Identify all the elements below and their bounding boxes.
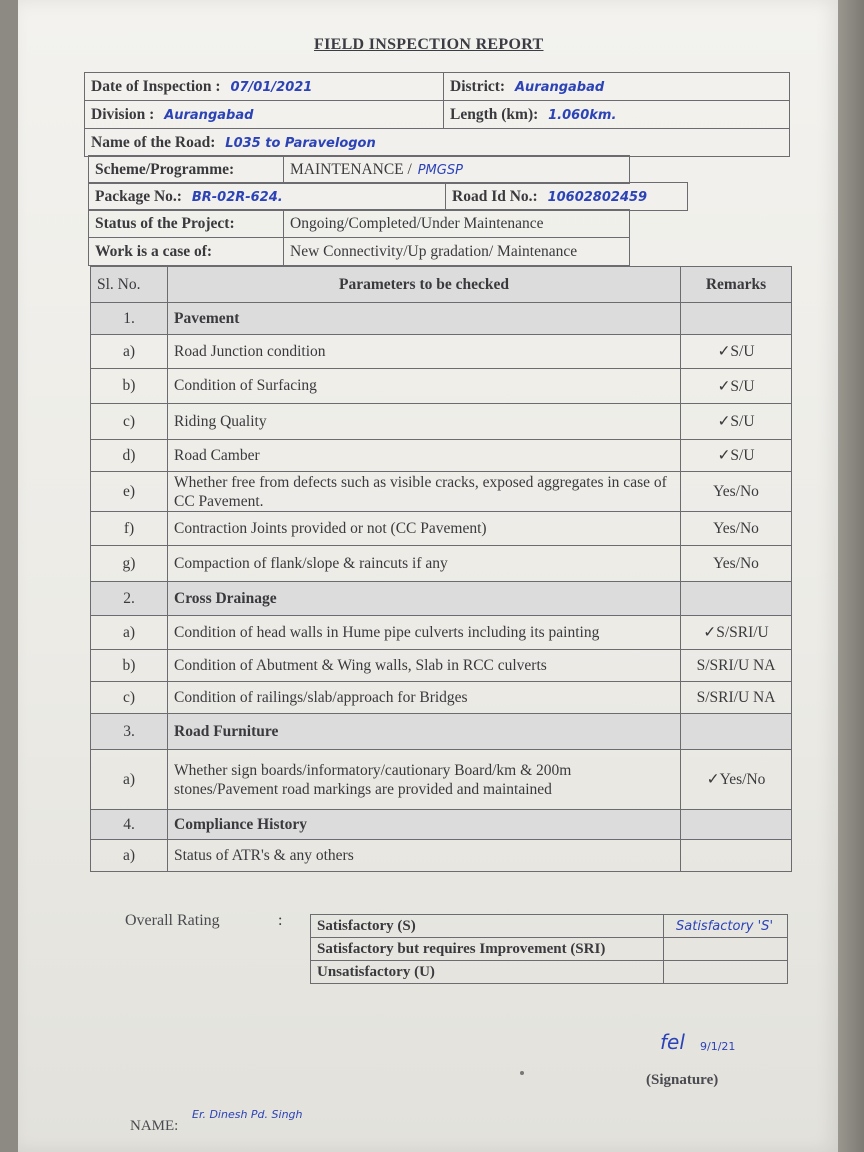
table-row [91, 335, 792, 369]
row-sl: 2. [91, 582, 168, 616]
road-name-value: L035 to Paravelogon [225, 135, 376, 151]
table-row [91, 404, 792, 440]
table-row [91, 682, 792, 714]
length-cell [444, 101, 790, 129]
row-remark [681, 810, 792, 840]
col-remarks-header: Remarks [681, 267, 792, 303]
row-sl: d) [91, 440, 168, 472]
overall-rating-label: Overall Rating [125, 912, 220, 929]
scheme-cell [284, 156, 630, 184]
scheme-value: MAINTENANCE / [290, 160, 412, 178]
package-label: Package No.: [95, 187, 182, 205]
status-label: Status of the Project: [89, 210, 284, 238]
row-remark: Yes/No [681, 546, 792, 582]
section-row [91, 582, 792, 616]
row-parameter: Pavement [168, 303, 681, 335]
parameters-table [90, 266, 792, 872]
section-row [91, 714, 792, 750]
row-parameter: Road Furniture [168, 714, 681, 750]
rating-option-s: Satisfactory (S) [311, 915, 664, 938]
row-parameter: Road Camber [168, 440, 681, 472]
package-value: BR-02R-624. [191, 189, 283, 205]
table-row [91, 840, 792, 872]
scheme-table [88, 155, 630, 184]
row-remark [681, 582, 792, 616]
row-remark: S/SRI/U NA [681, 650, 792, 682]
district-label: District: [450, 77, 506, 95]
overall-rating-colon: : [278, 912, 283, 929]
row-sl: b) [91, 369, 168, 404]
row-parameter: Compliance History [168, 810, 681, 840]
row-sl: a) [91, 840, 168, 872]
rating-option-u: Unsatisfactory (U) [311, 961, 664, 984]
date-cell [85, 73, 444, 101]
date-value: 07/01/2021 [230, 79, 313, 95]
row-remark: Yes/No [681, 512, 792, 546]
row-sl: a) [91, 335, 168, 369]
scheme-label: Scheme/Programme: [89, 156, 284, 184]
row-remark: ✓S/SRI/U [681, 616, 792, 650]
row-sl: c) [91, 682, 168, 714]
table-row [91, 650, 792, 682]
rating-handwritten: Satisfactory 'S' [676, 918, 774, 934]
col-params-header: Parameters to be checked [168, 267, 681, 303]
row-remark: Yes/No [681, 472, 792, 512]
table-row [91, 616, 792, 650]
table-row [91, 512, 792, 546]
name-label: NAME: [130, 1118, 179, 1134]
row-parameter: Riding Quality [168, 404, 681, 440]
row-sl: b) [91, 650, 168, 682]
district-value: Aurangabad [514, 79, 605, 95]
row-sl: 4. [91, 810, 168, 840]
report-title: FIELD INSPECTION REPORT [314, 36, 544, 53]
roadid-cell [446, 183, 688, 211]
row-remark: ✓S/U [681, 440, 792, 472]
row-sl: a) [91, 750, 168, 810]
row-parameter: Condition of railings/slab/approach for Bridges [168, 682, 681, 714]
row-remark [681, 714, 792, 750]
row-parameter: Condition of head walls in Hume pipe culverts including its painting [168, 616, 681, 650]
col-sl-header: Sl. No. [91, 267, 168, 303]
row-sl: 3. [91, 714, 168, 750]
rating-option-sri: Satisfactory but requires Improvement (SRI) [311, 938, 664, 961]
row-parameter: Condition of Surfacing [168, 369, 681, 404]
rating-empty-2 [664, 938, 788, 961]
date-label: Date of Inspection : [91, 77, 221, 95]
row-sl: e) [91, 472, 168, 512]
row-remark: ✓Yes/No [681, 750, 792, 810]
row-parameter: Whether sign boards/informatory/cautionary Board/km & 200m stones/Pavement road markings are provided and maintained [168, 750, 681, 810]
scheme-handwritten: PMGSP [417, 162, 463, 178]
workcase-label: Work is a case of: [89, 238, 284, 266]
row-remark [681, 303, 792, 335]
paper-mark [520, 1071, 524, 1075]
table-row [91, 440, 792, 472]
name-value: Er. Dinesh Pd. Singh [192, 1108, 303, 1121]
table-row [91, 369, 792, 404]
roadid-value: 10602802459 [547, 189, 648, 205]
row-remark: ✓S/U [681, 335, 792, 369]
district-cell [444, 73, 790, 101]
signature-date: 9/1/21 [700, 1040, 736, 1053]
row-sl: c) [91, 404, 168, 440]
division-value: Aurangabad [164, 107, 254, 123]
row-parameter: Road Junction condition [168, 335, 681, 369]
table-row [91, 546, 792, 582]
roadid-label: Road Id No.: [452, 187, 538, 205]
row-sl: 1. [91, 303, 168, 335]
row-sl: a) [91, 616, 168, 650]
row-remark: S/SRI/U NA [681, 682, 792, 714]
status-table [88, 209, 630, 266]
section-row [91, 303, 792, 335]
road-name-cell [85, 129, 790, 157]
header-table [84, 72, 790, 157]
row-parameter: Status of ATR's & any others [168, 840, 681, 872]
table-row [91, 472, 792, 512]
package-cell [89, 183, 446, 211]
division-label: Division : [91, 105, 155, 123]
row-remark: ✓S/U [681, 369, 792, 404]
row-remark: ✓S/U [681, 404, 792, 440]
signature-mark: fel [660, 1030, 685, 1054]
row-parameter: Compaction of flank/slope & raincuts if any [168, 546, 681, 582]
workcase-value: New Connectivity/Up gradation/ Maintenance [284, 238, 630, 266]
row-sl: g) [91, 546, 168, 582]
division-cell [85, 101, 444, 129]
row-parameter: Whether free from defects such as visible cracks, exposed aggregates in case of CC Pavement. [168, 472, 681, 512]
row-parameter: Contraction Joints provided or not (CC Pavement) [168, 512, 681, 546]
row-parameter: Cross Drainage [168, 582, 681, 616]
row-parameter: Condition of Abutment & Wing walls, Slab in RCC culverts [168, 650, 681, 682]
status-value: Ongoing/Completed/Under Maintenance [284, 210, 630, 238]
paper-edge [838, 0, 864, 1152]
rating-empty-3 [664, 961, 788, 984]
rating-handwritten-cell [664, 915, 788, 938]
package-table [88, 182, 688, 211]
row-remark [681, 840, 792, 872]
road-name-label: Name of the Road: [91, 133, 216, 151]
row-sl: f) [91, 512, 168, 546]
length-value: 1.060km. [548, 107, 617, 123]
overall-rating-table [310, 914, 788, 984]
section-row [91, 810, 792, 840]
length-label: Length (km): [450, 105, 539, 123]
signature-label: (Signature) [646, 1072, 719, 1088]
table-row [91, 750, 792, 810]
